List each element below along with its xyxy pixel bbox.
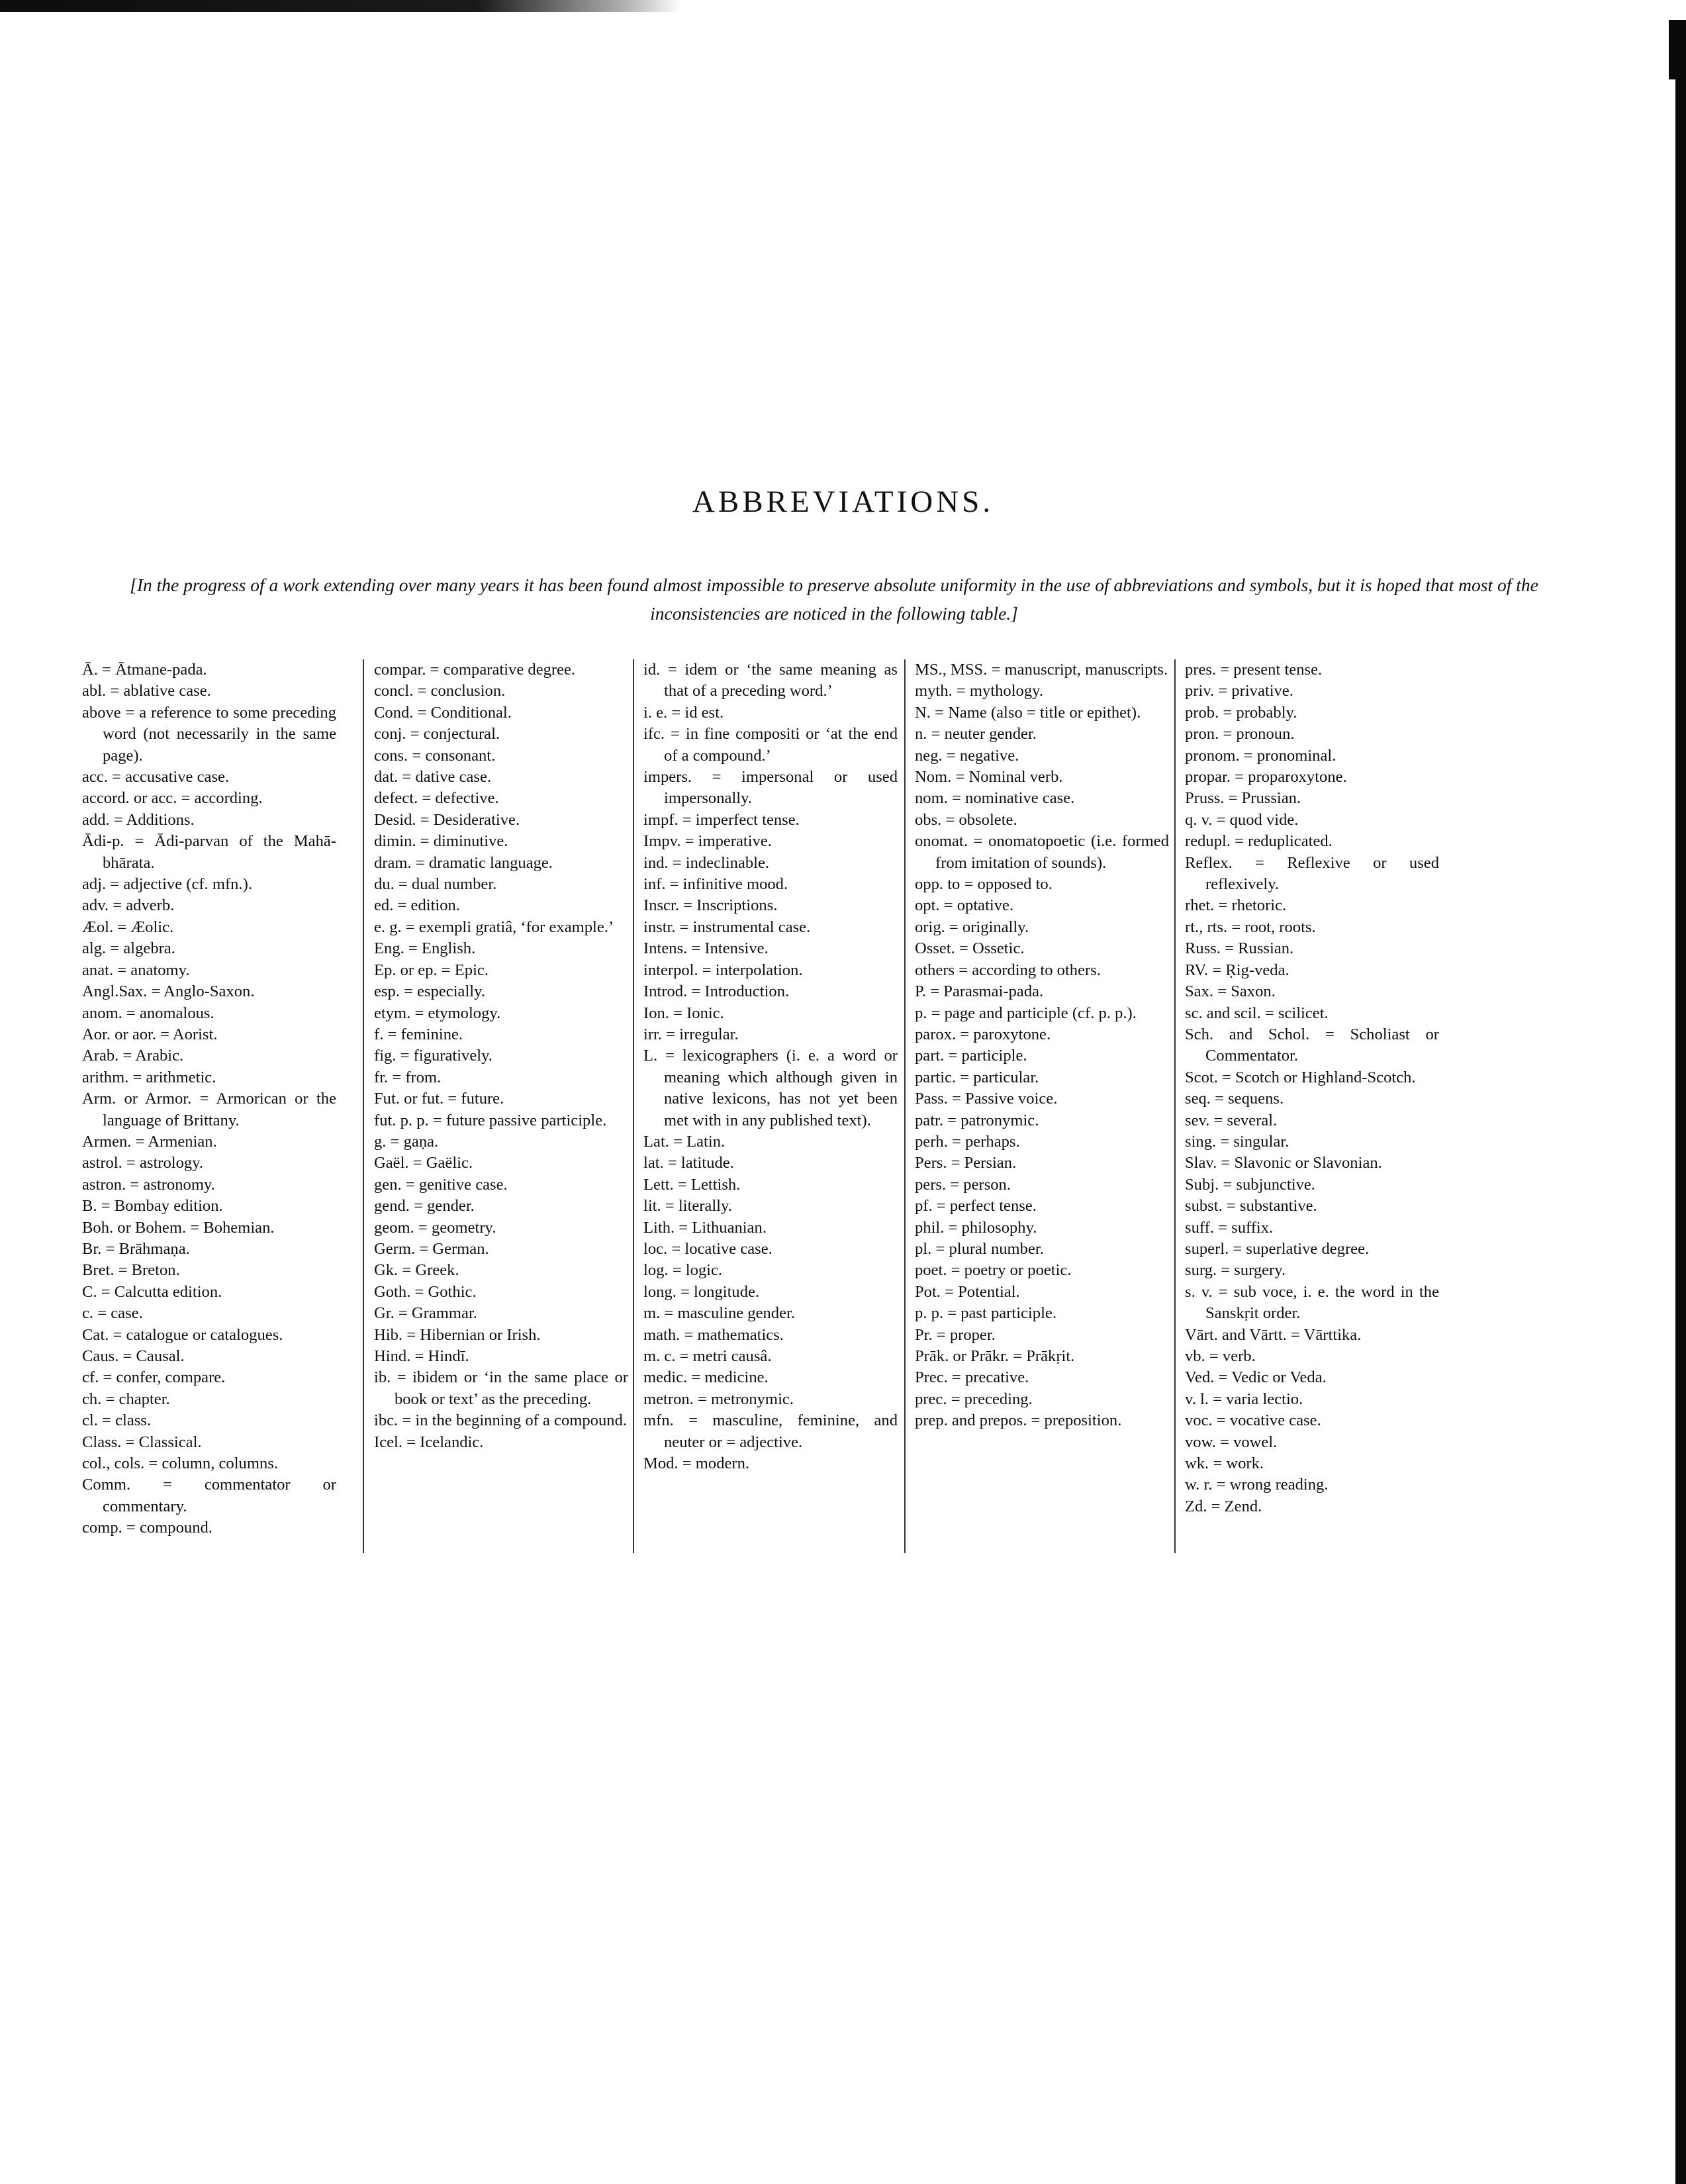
abbreviation-entry: Scot. = Scotch or Highland-Scotch. (1185, 1068, 1416, 1086)
abbreviation-entry: compar. = comparative degree. (374, 661, 576, 679)
abbreviation-entry: fr. = from. (374, 1068, 442, 1086)
abbreviation-entry: lat. = latitude. (643, 1154, 734, 1172)
abbreviation-entry: comp. = compound. (82, 1519, 212, 1537)
abbreviation-entry: Pr. = proper. (915, 1325, 996, 1344)
abbreviation-entry: Aor. or aor. = Aorist. (82, 1025, 218, 1043)
abbreviation-entry: vow. = vowel. (1185, 1433, 1278, 1451)
abbreviation-entry: long. = longitude. (643, 1282, 760, 1301)
abbreviation-column-4 (915, 659, 1169, 1432)
abbreviation-entry: orig. = originally. (915, 918, 1029, 936)
abbreviation-entry: e. g. = exempli gratiâ, ‘for example.’ (374, 918, 614, 936)
abbreviation-column-3 (643, 659, 898, 1474)
abbreviation-entry: cf. = confer, compare. (82, 1368, 226, 1387)
abbreviation-entry: neg. = negative. (915, 746, 1019, 765)
abbreviation-entry: Cond. = Conditional. (374, 703, 512, 722)
abbreviation-entry: arithm. = arithmetic. (82, 1068, 216, 1086)
abbreviation-entry: perh. = perhaps. (915, 1132, 1020, 1151)
abbreviation-entry: p. = page and participle (cf. p. p.). (915, 1004, 1137, 1022)
abbreviation-entry: Sch. and Schol. = Scholiast or Commentator. (1185, 1025, 1439, 1065)
abbreviation-entry: Mod. = modern. (643, 1454, 750, 1473)
abbreviation-entry: B. = Bombay edition. (82, 1197, 223, 1215)
abbreviation-entry: Introd. = Introduction. (643, 982, 790, 1001)
abbreviation-entry: ed. = edition. (374, 896, 460, 915)
abbreviation-entry: astrol. = astrology. (82, 1154, 204, 1172)
abbreviation-entry: Pers. = Persian. (915, 1154, 1017, 1172)
abbreviation-entry: Pruss. = Prussian. (1185, 789, 1301, 808)
abbreviation-entry: acc. = accusative case. (82, 768, 230, 786)
abbreviation-entry: loc. = locative case. (643, 1239, 773, 1258)
abbreviation-entry: w. r. = wrong reading. (1185, 1476, 1329, 1494)
abbreviation-entry: impf. = imperfect tense. (643, 810, 800, 829)
abbreviation-entry: Lat. = Latin. (643, 1132, 726, 1151)
abbreviation-entry: ifc. = in fine compositi or ‘at the end of a compound.’ (643, 725, 898, 765)
abbreviation-entry: surg. = surgery. (1185, 1261, 1286, 1280)
abbreviation-entry: part. = participle. (915, 1047, 1027, 1065)
abbreviation-entry: Icel. = Icelandic. (374, 1433, 484, 1451)
abbreviation-entry: Hib. = Hibernian or Irish. (374, 1325, 541, 1344)
abbreviation-entry: etym. = etymology. (374, 1004, 501, 1022)
abbreviation-entry: n. = neuter gender. (915, 725, 1037, 743)
abbreviation-entry: metron. = metronymic. (643, 1390, 794, 1408)
abbreviation-entry: redupl. = reduplicated. (1185, 832, 1333, 851)
abbreviation-entry: Bret. = Breton. (82, 1261, 180, 1280)
abbreviation-entry: lit. = literally. (643, 1197, 732, 1215)
abbreviation-entry: Germ. = German. (374, 1239, 489, 1258)
abbreviation-entry: Zd. = Zend. (1185, 1497, 1262, 1515)
abbreviation-entry: Ion. = Ionic. (643, 1004, 724, 1022)
abbreviation-entry: Eng. = English. (374, 939, 476, 958)
abbreviation-entry: Inscr. = Inscriptions. (643, 896, 778, 915)
abbreviation-entry: L. = lexicographers (i. e. a word or meaning which although given in native lexicons, has not yet been met with in any published text). (643, 1047, 898, 1129)
abbreviation-entry: ib. = ibidem or ‘in the same place or book or text’ as the preceding. (374, 1368, 628, 1408)
abbreviation-entry: MS., MSS. = manuscript, manuscripts. (915, 661, 1168, 679)
abbreviation-entry: v. l. = varia lectio. (1185, 1390, 1303, 1408)
abbreviation-entry: irr. = irregular. (643, 1025, 739, 1043)
abbreviation-entry: col., cols. = column, columns. (82, 1454, 278, 1473)
abbreviation-entry: dimin. = diminutive. (374, 832, 508, 851)
abbreviation-column-1 (82, 659, 336, 1539)
abbreviation-entry: adj. = adjective (cf. mfn.). (82, 875, 252, 894)
abbreviation-entry: Desid. = Desiderative. (374, 810, 520, 829)
abbreviation-entry: Fut. or fut. = future. (374, 1090, 504, 1108)
abbreviation-entry: Subj. = subjunctive. (1185, 1175, 1315, 1194)
abbreviation-entry: RV. = Ṛig-veda. (1185, 961, 1289, 979)
abbreviation-entry: Osset. = Ossetic. (915, 939, 1025, 958)
abbreviation-entry: ibc. = in the beginning of a compound. (374, 1411, 628, 1430)
abbreviation-entry: subst. = substantive. (1185, 1197, 1317, 1215)
column-divider (904, 659, 906, 1553)
abbreviation-entry: Reflex. = Reflexive or used reflexively. (1185, 853, 1439, 894)
abbreviation-entry: Sax. = Saxon. (1185, 982, 1276, 1001)
abbreviation-entry: Arm. or Armor. = Armorican or the language of Brittany. (82, 1090, 336, 1129)
abbreviation-entry: anat. = anatomy. (82, 961, 190, 979)
abbreviation-entry: Slav. = Slavonic or Slavonian. (1185, 1154, 1382, 1172)
abbreviation-entry: Pot. = Potential. (915, 1282, 1020, 1301)
abbreviation-entry: Ā. = Ātmane-pada. (82, 661, 207, 679)
abbreviation-entry: dat. = dative case. (374, 768, 492, 786)
abbreviation-entry: Vārt. and Vārtt. = Vārttika. (1185, 1325, 1362, 1344)
abbreviation-entry: instr. = instrumental case. (643, 918, 811, 936)
abbreviation-entry: Class. = Classical. (82, 1433, 202, 1451)
abbreviation-entry: prep. and prepos. = preposition. (915, 1411, 1122, 1430)
abbreviation-entry: log. = logic. (643, 1261, 723, 1280)
abbreviation-entry: ind. = indeclinable. (643, 853, 770, 872)
abbreviation-entry: Comm. = commentator or commentary. (82, 1476, 336, 1515)
abbreviation-entry: pers. = person. (915, 1175, 1011, 1194)
abbreviation-entry: conj. = conjectural. (374, 725, 500, 743)
abbreviation-entry: voc. = vocative case. (1185, 1411, 1321, 1430)
abbreviation-entry: cons. = consonant. (374, 746, 496, 765)
abbreviation-entry: Lith. = Lithuanian. (643, 1218, 767, 1237)
abbreviation-entry: Gr. = Grammar. (374, 1304, 477, 1323)
abbreviation-entry: concl. = conclusion. (374, 682, 506, 700)
abbreviation-entry: interpol. = interpolation. (643, 961, 803, 979)
abbreviation-entry: sev. = several. (1185, 1111, 1278, 1129)
abbreviation-entry: inf. = infinitive mood. (643, 875, 788, 894)
abbreviation-entry: Prec. = precative. (915, 1368, 1029, 1387)
abbreviation-entry: Impv. = imperative. (643, 832, 772, 851)
abbreviation-entry: Gk. = Greek. (374, 1261, 459, 1280)
abbreviation-entry: geom. = geometry. (374, 1218, 496, 1237)
abbreviation-entry: alg. = algebra. (82, 939, 175, 958)
abbreviation-entry: Armen. = Armenian. (82, 1132, 217, 1151)
abbreviation-entry: rt., rts. = root, roots. (1185, 918, 1316, 936)
abbreviation-entry: pf. = perfect tense. (915, 1197, 1037, 1215)
abbreviation-entry: f. = feminine. (374, 1025, 463, 1043)
abbreviation-entry: Ādi-p. = Ādi-parvan of the Mahā-bhārata. (82, 832, 336, 872)
scan-border-right (1675, 20, 1686, 2184)
scan-border-top (0, 0, 682, 12)
abbreviation-entry: suff. = suffix. (1185, 1218, 1274, 1237)
abbreviation-entry: Goth. = Gothic. (374, 1282, 477, 1301)
abbreviation-entry: vb. = verb. (1185, 1347, 1256, 1365)
column-divider (633, 659, 634, 1553)
abbreviation-entry: poet. = poetry or poetic. (915, 1261, 1072, 1280)
column-divider (363, 659, 364, 1553)
abbreviation-column-2 (374, 659, 628, 1453)
abbreviation-entry: Pass. = Passive voice. (915, 1090, 1058, 1108)
abbreviation-entry: dram. = dramatic language. (374, 853, 553, 872)
abbreviation-entry: opt. = optative. (915, 896, 1014, 915)
abbreviation-entry: Boh. or Bohem. = Bohemian. (82, 1218, 275, 1237)
abbreviation-entry: partic. = particular. (915, 1068, 1039, 1086)
abbreviation-entry: add. = Additions. (82, 810, 195, 829)
abbreviation-entry: C. = Calcutta edition. (82, 1282, 222, 1301)
abbreviation-entry: propar. = proparoxytone. (1185, 768, 1347, 786)
abbreviation-entry: ch. = chapter. (82, 1390, 170, 1408)
abbreviation-entry: pl. = plural number. (915, 1239, 1044, 1258)
abbreviation-entry: prob. = probably. (1185, 703, 1297, 722)
abbreviation-entry: Nom. = Nominal verb. (915, 768, 1063, 786)
abbreviation-entry: esp. = especially. (374, 982, 485, 1001)
abbreviation-entry: wk. = work. (1185, 1454, 1264, 1473)
abbreviation-entry: medic. = medicine. (643, 1368, 769, 1387)
abbreviation-entry: Lett. = Lettish. (643, 1175, 741, 1194)
abbreviation-entry: abl. = ablative case. (82, 682, 211, 700)
page-title: ABBREVIATIONS. (692, 485, 994, 520)
abbreviation-entry: pronom. = pronominal. (1185, 746, 1336, 765)
abbreviation-entry: pres. = present tense. (1185, 661, 1323, 679)
abbreviation-entry: impers. = impersonal or used impersonally. (643, 768, 898, 808)
abbreviation-entry: Intens. = Intensive. (643, 939, 769, 958)
abbreviation-entry: accord. or acc. = according. (82, 789, 263, 808)
abbreviation-entry: N. = Name (also = title or epithet). (915, 703, 1141, 722)
abbreviation-entry: sing. = singular. (1185, 1132, 1289, 1151)
abbreviation-entry: gend. = gender. (374, 1197, 475, 1215)
abbreviation-entry: fig. = figuratively. (374, 1047, 492, 1065)
abbreviation-entry: gen. = genitive case. (374, 1175, 508, 1194)
abbreviation-entry: mfn. = masculine, feminine, and neuter or = adjective. (643, 1411, 898, 1451)
intro-note: [In the progress of a work extending over many years it has been found almost impossible to preserve absolute uniformity in the use of abbreviations and symbols, but it is hoped that most of the inconsistencies are noticed in the following table.] (130, 574, 1538, 624)
abbreviation-entry: patr. = patronymic. (915, 1111, 1039, 1129)
column-divider (1174, 659, 1176, 1553)
abbreviation-entry: above = a reference to some preceding word (not necessarily in the same page). (82, 703, 336, 765)
abbreviation-entry: phil. = philosophy. (915, 1218, 1037, 1237)
abbreviation-entry: rhet. = rhetoric. (1185, 896, 1287, 915)
abbreviation-entry: myth. = mythology. (915, 682, 1043, 700)
abbreviation-entry: Br. = Brāhmaṇa. (82, 1239, 190, 1258)
abbreviation-entry: onomat. = onomatopoetic (i.e. formed from imitation of sounds). (915, 832, 1169, 872)
abbreviation-entry: Ved. = Vedic or Veda. (1185, 1368, 1327, 1387)
abbreviation-entry: pron. = pronoun. (1185, 725, 1295, 743)
abbreviation-entry: prec. = preceding. (915, 1390, 1033, 1408)
abbreviation-entry: p. p. = past participle. (915, 1304, 1056, 1323)
abbreviation-entry: Russ. = Russian. (1185, 939, 1294, 958)
abbreviation-table (82, 659, 1446, 1560)
abbreviation-entry: seq. = sequens. (1185, 1090, 1284, 1108)
abbreviation-entry: priv. = privative. (1185, 682, 1293, 700)
abbreviation-entry: obs. = obsolete. (915, 810, 1017, 829)
abbreviation-entry: math. = mathematics. (643, 1325, 784, 1344)
abbreviation-entry: Gaël. = Gaëlic. (374, 1154, 473, 1172)
abbreviation-entry: Ep. or ep. = Epic. (374, 961, 489, 979)
abbreviation-entry: adv. = adverb. (82, 896, 175, 915)
abbreviation-entry: Angl.Sax. = Anglo-Saxon. (82, 982, 255, 1001)
abbreviation-column-5 (1185, 659, 1439, 1517)
abbreviation-entry: Prāk. or Prākr. = Prākṛit. (915, 1347, 1075, 1365)
abbreviation-entry: Æol. = Æolic. (82, 918, 174, 936)
abbreviation-entry: i. e. = id est. (643, 703, 724, 722)
abbreviation-entry: sc. and scil. = scilicet. (1185, 1004, 1329, 1022)
abbreviation-entry: c. = case. (82, 1304, 143, 1323)
abbreviation-entry: id. = idem or ‘the same meaning as that of a preceding word.’ (643, 661, 898, 700)
abbreviation-entry: q. v. = quod vide. (1185, 810, 1299, 829)
abbreviation-entry: anom. = anomalous. (82, 1004, 214, 1022)
abbreviation-entry: Cat. = catalogue or catalogues. (82, 1325, 283, 1344)
abbreviation-entry: Caus. = Causal. (82, 1347, 185, 1365)
abbreviation-entry: superl. = superlative degree. (1185, 1239, 1370, 1258)
abbreviation-entry: s. v. = sub voce, i. e. the word in the Sanskṛit order. (1185, 1282, 1439, 1323)
abbreviation-entry: cl. = class. (82, 1411, 152, 1430)
abbreviation-entry: P. = Parasmai-pada. (915, 982, 1044, 1001)
abbreviation-entry: m. c. = metri causâ. (643, 1347, 772, 1365)
abbreviation-entry: Hind. = Hindī. (374, 1347, 469, 1365)
abbreviation-entry: parox. = paroxytone. (915, 1025, 1051, 1043)
abbreviation-entry: g. = gaṇa. (374, 1132, 439, 1151)
abbreviation-entry: nom. = nominative case. (915, 789, 1075, 808)
abbreviation-entry: astron. = astronomy. (82, 1175, 215, 1194)
abbreviation-entry: Arab. = Arabic. (82, 1047, 184, 1065)
abbreviation-entry: opp. to = opposed to. (915, 875, 1053, 894)
abbreviation-entry: m. = masculine gender. (643, 1304, 796, 1323)
abbreviation-entry: defect. = defective. (374, 789, 499, 808)
abbreviation-entry: others = according to others. (915, 961, 1101, 979)
abbreviation-entry: fut. p. p. = future passive participle. (374, 1111, 607, 1129)
abbreviation-entry: du. = dual number. (374, 875, 497, 894)
